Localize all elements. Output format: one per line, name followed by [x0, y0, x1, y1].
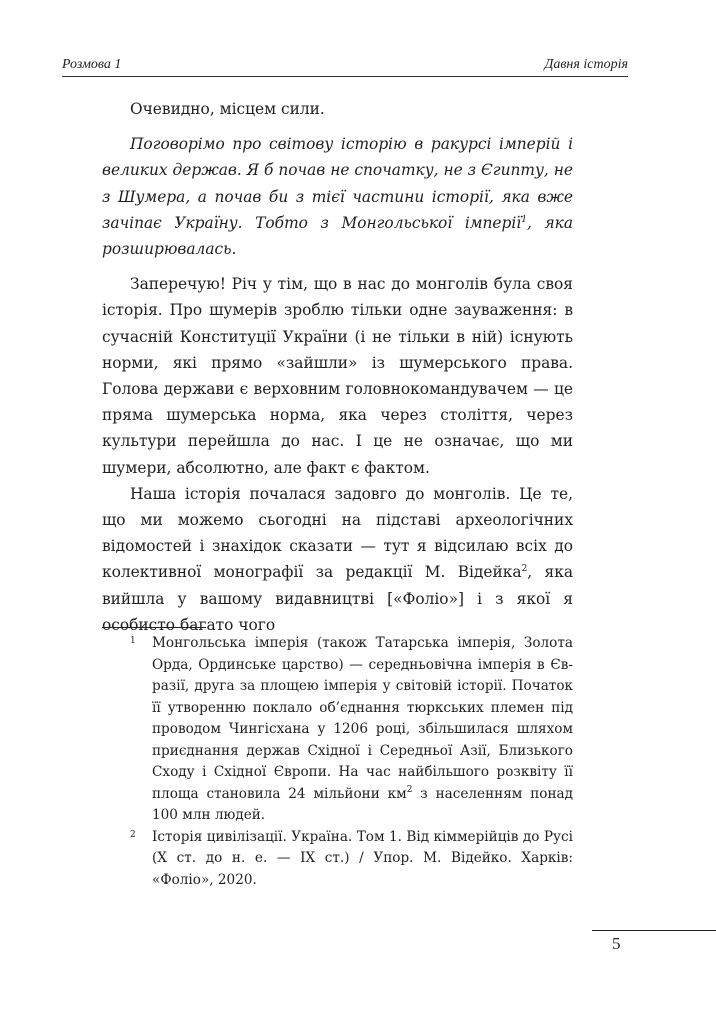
question-paragraph	[102, 131, 573, 262]
answer-paragraph-3	[102, 481, 573, 638]
folio-rule	[592, 930, 716, 931]
footnote-text-end: з населенням понад 100 млн людей.	[152, 785, 573, 823]
header-rule	[62, 76, 628, 77]
page-number: 5	[612, 934, 621, 953]
answer-text-end: , яка вийшла у вашому видавництві [«Фоліо»] і з якої я особисто багато чого	[102, 563, 573, 634]
footnotes	[130, 633, 573, 891]
footnote-text: Монгольська імперія (також Татарська імперія, Золота Орда, Ординське царство) — середньовічна імперія в Євразії, друга за площею імперія у світовій історії. Початок її утворенню поклало об’єднання тюркських племен під проводом Чингісхана у 1206 році, збільшилася шляхом приєднання держав Східної і Середньої Азії, Близького Сходу і Східної Європи. На час найбільшого розквіту її площа становила 24 мільйони км	[152, 635, 573, 802]
footnote-ref-1: 1	[521, 214, 527, 225]
header-section: Давня історія	[544, 57, 628, 72]
running-header	[62, 57, 628, 73]
footnote-1	[130, 633, 573, 827]
superscript: 2	[406, 784, 413, 795]
answer-paragraph-2: Заперечую! Річ у тім, що в нас до монголів була своя історія. Про шумерів зроблю тільки одне зауваження: в сучасній Конституції України (і не тільки в ній) існують норми, які прямо «зайшли» із шумерського права. Голова держави є верховним головнокомандувачем — це пряма шумерська норма, яка через століття, через культури перейшла до нас. І це не означає, що ми шумери, абсолютно, але факт є фактом.	[102, 275, 573, 477]
footnote-text: Історія цивілізації. Україна. Том 1. Від кіммерійців до Русі (Х ст. до н. е. — ІХ ст.) / Упор. М. Відейко. Харків: «Фоліо», 2020.	[152, 828, 573, 888]
question-text: Поговорімо про світову історію в ракурсі імперій і великих держав. Я б почав не спочатку, не з Єгипту, не з Шумера, а почав би з тієї частини історії, яка вже зачіпає Україну. Тобто з Монгольської імперії	[102, 135, 573, 232]
footnote-ref-2: 2	[521, 564, 528, 575]
footnote-2	[130, 827, 573, 892]
body-text	[102, 96, 573, 647]
header-chapter: Розмова 1	[62, 57, 122, 72]
footnote-rule	[102, 627, 206, 628]
answer-paragraph: Очевидно, місцем сили.	[130, 100, 325, 118]
question-text-end: , яка розширювалась.	[102, 213, 573, 259]
footnote-mark: 2	[130, 829, 136, 840]
footnote-mark: 1	[130, 636, 136, 646]
answer-text: Наша історія почалася задовго до монголів. Це те, що ми можемо сьогодні на підставі археологічних відомостей і знахідок сказати — тут я відсилаю всіх до колективної монографії за редакції М. Відейка	[102, 484, 573, 582]
